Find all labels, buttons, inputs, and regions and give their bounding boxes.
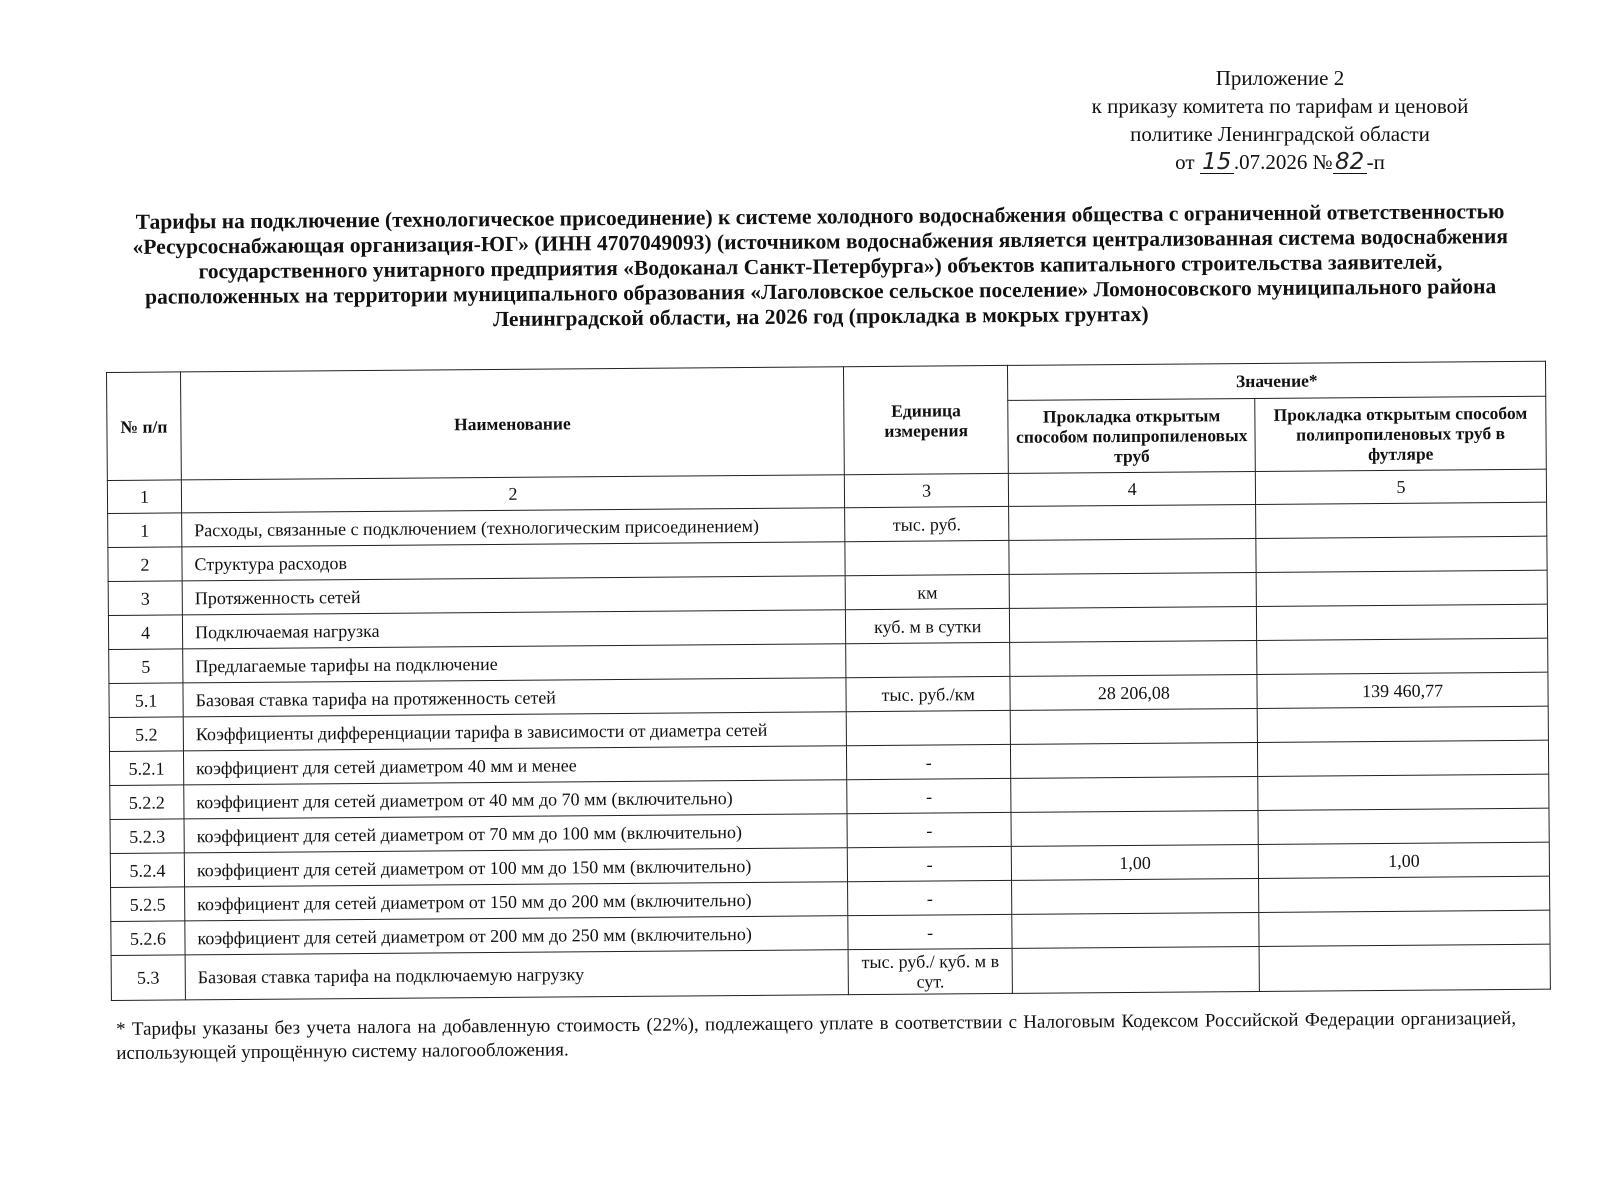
row-number-cell: 5.2.4 (110, 853, 184, 888)
order-suffix: -п (1366, 150, 1385, 174)
row-number-cell: 1 (108, 513, 182, 548)
row-value-col5-cell (1258, 808, 1549, 844)
header-col5: Прокладка открытым способом полипропиленовых труб в футляре (1255, 396, 1546, 471)
appendix-order-ref: к приказу комитета по тарифам и ценовой (1091, 94, 1469, 118)
row-unit-cell: куб. м в сутки (845, 608, 1010, 643)
date-rest: .07.2026 № (1233, 150, 1333, 174)
row-unit-cell (846, 710, 1011, 745)
row-value-col4-cell (1010, 640, 1257, 676)
row-value-col4-cell (1009, 504, 1256, 540)
header-num: № п/п (107, 372, 182, 481)
row-name-cell: коэффициент для сетей диаметром от 150 мм до 200 мм (включительно) (185, 882, 848, 921)
row-name-cell: Базовая ставка тарифа на протяженность сетей (183, 678, 846, 717)
row-name-cell: Структура расходов (182, 542, 845, 581)
column-number: 1 (107, 480, 181, 514)
row-name-cell: коэффициент для сетей диаметром от 70 мм до 100 мм (включительно) (184, 814, 847, 853)
row-unit-cell (846, 642, 1011, 677)
row-value-col4-cell (1012, 946, 1259, 993)
row-unit-cell: тыс. руб./км (846, 676, 1011, 711)
row-value-col5-cell (1259, 910, 1550, 946)
row-name-cell: Предлагаемые тарифы на подключение (183, 644, 846, 683)
row-unit-cell: - (847, 812, 1012, 847)
row-name-cell: коэффициент для сетей диаметром от 40 мм до 70 мм (включительно) (184, 780, 847, 819)
row-value-col4-cell (1009, 538, 1256, 574)
header-unit: Единица измерения (843, 365, 1008, 474)
row-unit-cell: км (845, 574, 1010, 609)
row-value-col5-cell (1256, 604, 1547, 640)
row-name-cell: Расходы, связанные с подключением (технологическим присоединением) (182, 508, 845, 547)
row-value-col4-cell: 1,00 (1012, 844, 1259, 880)
row-name-cell: коэффициент для сетей диаметром от 100 мм до 150 мм (включительно) (184, 848, 847, 887)
appendix-committee: политике Ленинградской области (1130, 122, 1430, 146)
row-number-cell: 5.2.6 (111, 921, 185, 956)
row-value-col4-cell (1010, 606, 1257, 642)
row-value-col4-cell (1012, 878, 1259, 914)
row-value-col5-cell (1257, 706, 1548, 742)
tariff-table (106, 361, 1551, 1001)
row-value-col5-cell: 1,00 (1258, 842, 1549, 878)
column-number: 5 (1255, 469, 1546, 504)
row-number-cell: 5 (109, 649, 183, 684)
row-unit-cell: - (847, 846, 1012, 881)
header-col4: Прокладка открытым способом полипропиленовых труб (1008, 398, 1255, 473)
row-unit-cell: - (847, 880, 1012, 915)
column-number: 4 (1009, 471, 1256, 506)
row-number-cell: 4 (108, 615, 182, 650)
handwritten-order-number: 82 (1333, 151, 1367, 174)
row-value-col5-cell (1257, 638, 1548, 674)
row-value-col5-cell (1258, 740, 1549, 776)
row-value-col5-cell (1258, 774, 1549, 810)
table-body (107, 469, 1550, 1000)
row-number-cell: 5.3 (111, 955, 185, 1001)
row-value-col4-cell (1012, 912, 1259, 948)
row-value-col4-cell: 28 206,08 (1010, 674, 1257, 710)
row-value-col5-cell (1259, 944, 1550, 991)
row-unit-cell: - (846, 744, 1011, 779)
row-unit-cell: тыс. руб./ куб. м в сут. (848, 948, 1013, 994)
row-number-cell: 5.2.3 (110, 819, 184, 854)
row-number-cell: 5.1 (109, 683, 183, 718)
appendix-header (1060, 64, 1500, 176)
row-value-col5-cell: 139 460,77 (1257, 672, 1548, 708)
row-value-col4-cell (1011, 708, 1258, 744)
appendix-title: Приложение 2 (1215, 66, 1345, 90)
row-unit-cell: тыс. руб. (845, 506, 1010, 541)
footnote: * Тарифы указаны без учета налога на добавленную стоимость (22%), подлежащего уплате в соответствии с Налоговым Кодексом Российской Федерации организацией, использующей упрощённую систему налогообложения. (116, 1008, 1517, 1064)
row-unit-cell: - (847, 778, 1012, 813)
row-value-col5-cell (1259, 876, 1550, 912)
handwritten-day: 15 (1200, 151, 1234, 174)
row-unit-cell: - (848, 914, 1013, 949)
document-title: Тарифы на подключение (технологическое присоединение) к системе холодного водоснабжения общества с ограниченной ответственностью «Ресурсоснабжающая организация-ЮГ» (ИНН 4707049093) (источником водоснабжения является централизованная система водоснабжения государственного унитарного предприятия «Водоканал Санкт-Петербурга») объектов капитального строительства заявителей, расположенных на территории муниципального образования «Лаголовское сельское поселение» Ломоносовского муниципального района Ленинградской области, на 2026 год (прокладка в мокрых грунтах) (132, 199, 1508, 332)
row-number-cell: 5.2.5 (111, 887, 185, 922)
row-number-cell: 5.2.2 (110, 785, 184, 820)
row-value-col4-cell (1011, 776, 1258, 812)
header-name: Наименование (181, 367, 845, 480)
row-value-col4-cell (1011, 810, 1258, 846)
row-unit-cell (845, 540, 1010, 575)
row-name-cell: Подключаемая нагрузка (182, 610, 845, 649)
tariff-table-container (106, 361, 1551, 1001)
row-number-cell: 5.2.1 (109, 751, 183, 786)
row-name-cell: коэффициент для сетей диаметром от 200 мм до 250 мм (включительно) (185, 916, 848, 955)
row-value-col5-cell (1256, 536, 1547, 572)
row-number-cell: 2 (108, 547, 182, 582)
row-name-cell: коэффициент для сетей диаметром 40 мм и менее (183, 746, 846, 785)
row-value-col5-cell (1256, 502, 1547, 538)
appendix-date-number (1060, 148, 1500, 176)
row-value-col4-cell (1011, 742, 1258, 778)
row-number-cell: 3 (108, 581, 182, 616)
row-number-cell: 5.2 (109, 717, 183, 752)
row-value-col5-cell (1256, 570, 1547, 606)
row-name-cell: Протяженность сетей (182, 576, 845, 615)
date-prefix: от (1175, 150, 1195, 174)
row-value-col4-cell (1010, 572, 1257, 608)
column-number: 2 (181, 475, 844, 513)
row-name-cell: Базовая ставка тарифа на подключаемую нагрузку (185, 950, 848, 1000)
row-name-cell: Коэффициенты дифференциации тарифа в зависимости от диаметра сетей (183, 712, 846, 751)
header-value-group: Значение* (1008, 361, 1546, 400)
column-number: 3 (844, 473, 1009, 507)
